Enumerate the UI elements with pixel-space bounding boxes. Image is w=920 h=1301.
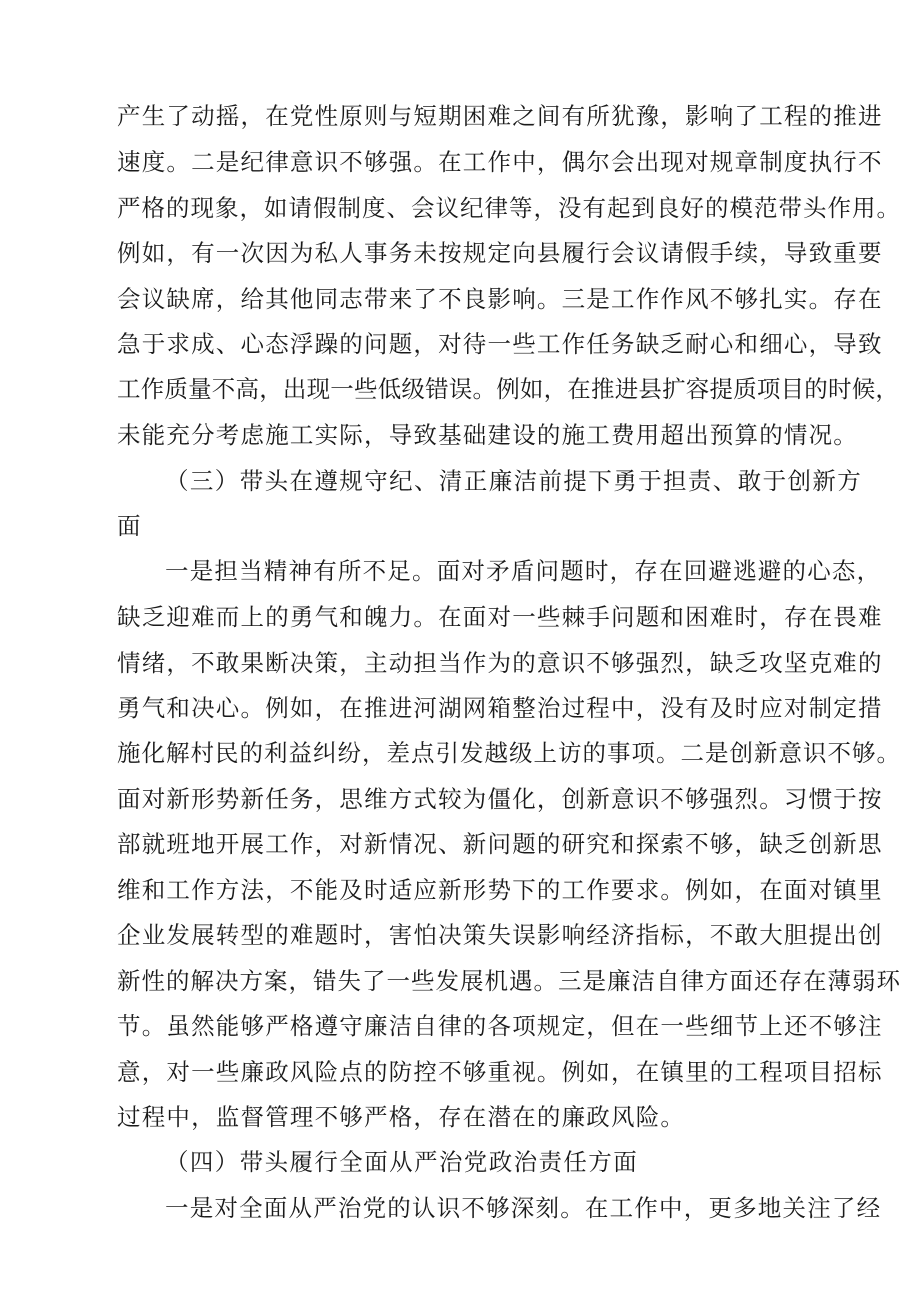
body-text-line: 勇气和决心。例如，在推进河湖网箱整治过程中，没有及时应对制定措	[117, 694, 883, 722]
body-text-line: 施化解村民的利益纠纷，差点引发越级上访的事项。二是创新意识不够。	[117, 739, 901, 767]
body-text-line: 意，对一些廉政风险点的防控不够重视。例如，在镇里的工程项目招标	[117, 1058, 883, 1086]
section-heading-3: （三）带头在遵规守纪、清正廉洁前提下勇于担责、敢于创新方	[165, 467, 863, 495]
body-text-line: 未能充分考虑施工实际，导致基础建设的施工费用超出预算的情况。	[117, 421, 858, 449]
body-text-line: 缺乏迎难而上的勇气和魄力。在面对一些棘手问题和困难时，存在畏难	[117, 603, 883, 631]
body-text-line: 过程中，监督管理不够严格，存在潜在的廉政风险。	[117, 1103, 686, 1131]
body-text-line: 例如，有一次因为私人事务未按规定向县履行会议请假手续，导致重要	[117, 239, 883, 267]
body-text-line: 会议缺席，给其他同志带来了不良影响。三是工作作风不够扎实。存在	[117, 285, 883, 313]
body-text-line: 部就班地开展工作，对新情况、新问题的研究和探索不够，缺乏创新思	[117, 830, 883, 858]
body-text-line: 产生了动摇，在党性原则与短期困难之间有所犹豫，影响了工程的推进	[117, 102, 883, 130]
paragraph-first-line: 一是对全面从严治党的认识不够深刻。在工作中，更多地关注了经	[165, 1194, 882, 1222]
body-text-line: 企业发展转型的难题时，害怕决策失误影响经济指标，不敢大胆提出创	[117, 921, 883, 949]
paragraph-first-line: 一是担当精神有所不足。面对矛盾问题时，存在回避逃避的心态，	[165, 557, 882, 585]
body-text-line: 新性的解决方案，错失了一些发展机遇。三是廉洁自律方面还存在薄弱环	[117, 967, 901, 995]
body-text-line: 急于求成、心态浮躁的问题，对待一些工作任务缺乏耐心和细心，导致	[117, 330, 883, 358]
section-heading-4: （四）带头履行全面从严治党政治责任方面	[165, 1148, 639, 1176]
section-heading-3-continued: 面	[117, 512, 142, 540]
body-text-line: 严格的现象，如请假制度、会议纪律等，没有起到良好的模范带头作用。	[117, 194, 901, 222]
body-text-line: 速度。二是纪律意识不够强。在工作中，偶尔会出现对规章制度执行不	[117, 148, 883, 176]
body-text-line: 工作质量不高，出现一些低级错误。例如，在推进县扩容提质项目的时候，	[117, 375, 900, 403]
body-text-line: 维和工作方法，不能及时适应新形势下的工作要求。例如，在面对镇里	[117, 876, 883, 904]
body-text-line: 面对新形势新任务，思维方式较为僵化，创新意识不够强烈。习惯于按	[117, 785, 883, 813]
body-text-line: 节。虽然能够严格遵守廉洁自律的各项规定，但在一些细节上还不够注	[117, 1012, 883, 1040]
body-text-line: 情绪，不敢果断决策，主动担当作为的意识不够强烈，缺乏攻坚克难的	[117, 649, 883, 677]
